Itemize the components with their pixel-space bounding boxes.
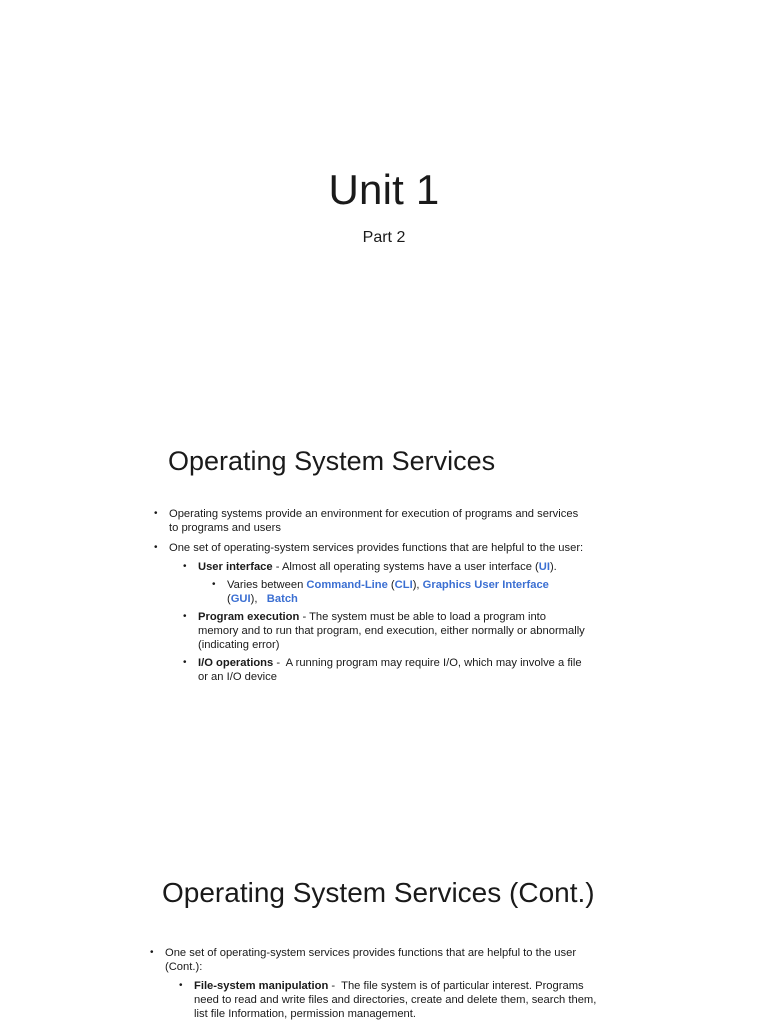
list-item-program-execution <box>198 610 589 652</box>
section-heading-os-services-cont: Operating System Services (Cont.) <box>162 877 595 908</box>
term-user-interface: User interface <box>198 561 273 573</box>
punct: ), <box>412 579 423 591</box>
abbr-ui: UI <box>538 561 550 573</box>
bullet-text: Operating systems provide an environment for execution of programs and services to programs and users <box>169 508 579 534</box>
bullet-text: - A running program may require I/O, which may involve a file or an I/O device <box>198 657 585 683</box>
list-item-file-system <box>194 979 605 1021</box>
unit-title: Unit 1 <box>328 166 440 213</box>
abbr-gui: GUI <box>230 593 251 605</box>
list-item <box>169 541 589 684</box>
section-heading-os-services: Operating System Services <box>168 446 496 476</box>
punct: ( <box>387 579 395 591</box>
punct: ), <box>250 593 267 605</box>
term-command-line: Command-Line <box>306 579 388 591</box>
term-io-operations: I/O operations <box>198 657 274 669</box>
os-services-cont-list <box>165 946 605 1024</box>
list-item <box>169 507 589 535</box>
term-file-system-manipulation: File-system manipulation <box>194 980 329 992</box>
bullet-text: ). <box>549 561 557 573</box>
term-program-execution: Program execution <box>198 611 300 623</box>
bullet-text: - Almost all operating systems have a user interface ( <box>272 561 539 573</box>
bullet-text: - The file system is of particular interest. Programs need to read and write files and directories, create and delete them, search them, list file Information, permission management. <box>194 980 600 1020</box>
os-services-list <box>169 507 589 690</box>
bullet-text: One set of operating-system services provides functions that are helpful to the user (Cont.): <box>165 947 577 973</box>
abbr-cli: CLI <box>394 579 413 591</box>
list-item-io-operations <box>198 656 589 684</box>
list-item <box>165 946 605 1021</box>
bullet-text: Varies between <box>227 579 307 591</box>
term-gui: Graphics User Interface <box>422 579 549 591</box>
list-item-interface-types: • Varies between Command-Line (CLI), Graphics User Interface (GUI), Batch <box>227 578 589 606</box>
bullet-text: One set of operating-system services provides functions that are helpful to the user: <box>169 542 584 554</box>
unit-subtitle: Part 2 <box>362 229 406 246</box>
bullet-text: - The system must be able to load a program into memory and to run that program, end execution, either normally or abnormally (indicating error) <box>198 611 585 651</box>
term-batch: Batch <box>266 593 298 605</box>
list-item-user-interface <box>198 560 589 606</box>
